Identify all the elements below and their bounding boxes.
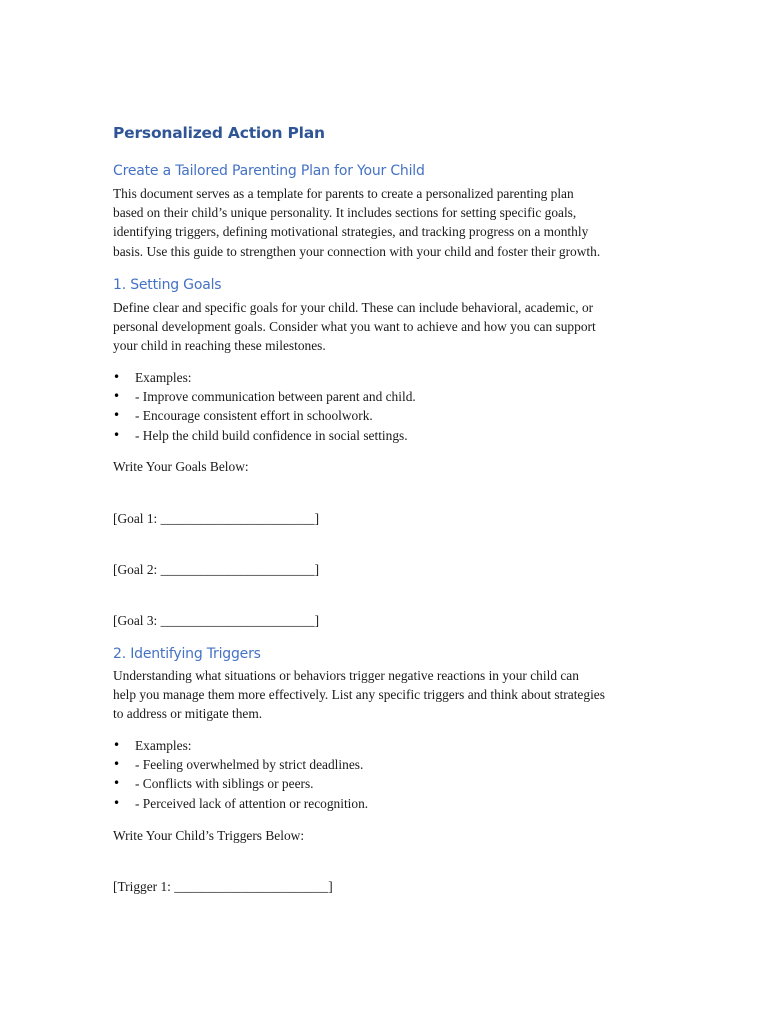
list-item bbox=[113, 387, 416, 406]
text-line: This document serves as a template for parents to create a personalized parenting plan bbox=[113, 186, 574, 201]
list-item bbox=[113, 774, 368, 793]
text-line: your child in reaching these milestones. bbox=[113, 338, 326, 354]
list-item bbox=[113, 755, 368, 774]
bullet-icon: • bbox=[113, 389, 121, 404]
list-item bbox=[113, 368, 416, 387]
list-item-text: Examples: bbox=[135, 370, 192, 385]
text-line: based on their child’s unique personality. It includes sections for setting specific goals, bbox=[113, 205, 577, 221]
text-line: help you manage them more effectively. List any specific triggers and think about strategies bbox=[113, 687, 605, 703]
document-title: Personalized Action Plan bbox=[113, 124, 325, 142]
bullet-icon: • bbox=[113, 795, 121, 810]
text-line: personal development goals. Consider what you want to achieve and how you can support bbox=[113, 319, 596, 335]
goals-heading: 1. Setting Goals bbox=[113, 277, 222, 293]
bullet-icon: • bbox=[113, 427, 121, 442]
list-item-text: - Improve communication between parent and child. bbox=[135, 389, 416, 405]
triggers-heading: 2. Identifying Triggers bbox=[113, 646, 261, 662]
list-item-text: - Conflicts with siblings or peers. bbox=[135, 776, 314, 792]
goals-examples-list bbox=[113, 368, 416, 445]
bullet-icon: • bbox=[113, 776, 121, 791]
text-line: identifying triggers, defining motivational strategies, and tracking progress on a monthly bbox=[113, 224, 589, 240]
list-item-text: - Perceived lack of attention or recognition. bbox=[135, 795, 369, 811]
text-line: Understanding what situations or behaviors trigger negative reactions in your child can bbox=[113, 668, 579, 683]
list-item bbox=[113, 406, 416, 425]
triggers-examples-list bbox=[113, 736, 368, 813]
goals-prompt: Write Your Goals Below: bbox=[113, 459, 249, 474]
triggers-paragraph bbox=[113, 666, 658, 724]
goal-3-field: [Goal 3: _______________________] bbox=[113, 613, 320, 628]
goals-paragraph bbox=[113, 298, 658, 356]
list-item-text: - Feeling overwhelmed by strict deadlines. bbox=[135, 757, 364, 773]
list-item bbox=[113, 736, 368, 755]
list-item bbox=[113, 426, 416, 445]
bullet-icon: • bbox=[113, 370, 121, 384]
text-line: basis. Use this guide to strengthen your connection with your child and foster their growth. bbox=[113, 243, 601, 259]
list-item-text: - Help the child build confidence in social settings. bbox=[135, 427, 408, 443]
goal-2-field: [Goal 2: _______________________] bbox=[113, 562, 320, 577]
intro-heading: Create a Tailored Parenting Plan for Your Child bbox=[113, 163, 425, 179]
trigger-1-field: [Trigger 1: _______________________] bbox=[113, 879, 333, 894]
intro-paragraph bbox=[113, 184, 658, 261]
triggers-prompt: Write Your Child’s Triggers Below: bbox=[113, 828, 305, 843]
bullet-icon: • bbox=[113, 738, 121, 752]
text-line: to address or mitigate them. bbox=[113, 706, 263, 722]
goal-1-field: [Goal 1: _______________________] bbox=[113, 511, 320, 526]
bullet-icon: • bbox=[113, 757, 121, 772]
bullet-icon: • bbox=[113, 408, 121, 423]
list-item bbox=[113, 794, 368, 813]
list-item-text: - Encourage consistent effort in schoolwork. bbox=[135, 408, 373, 424]
list-item-text: Examples: bbox=[135, 738, 192, 753]
text-line: Define clear and specific goals for your child. These can include behavioral, academic, or bbox=[113, 300, 594, 315]
